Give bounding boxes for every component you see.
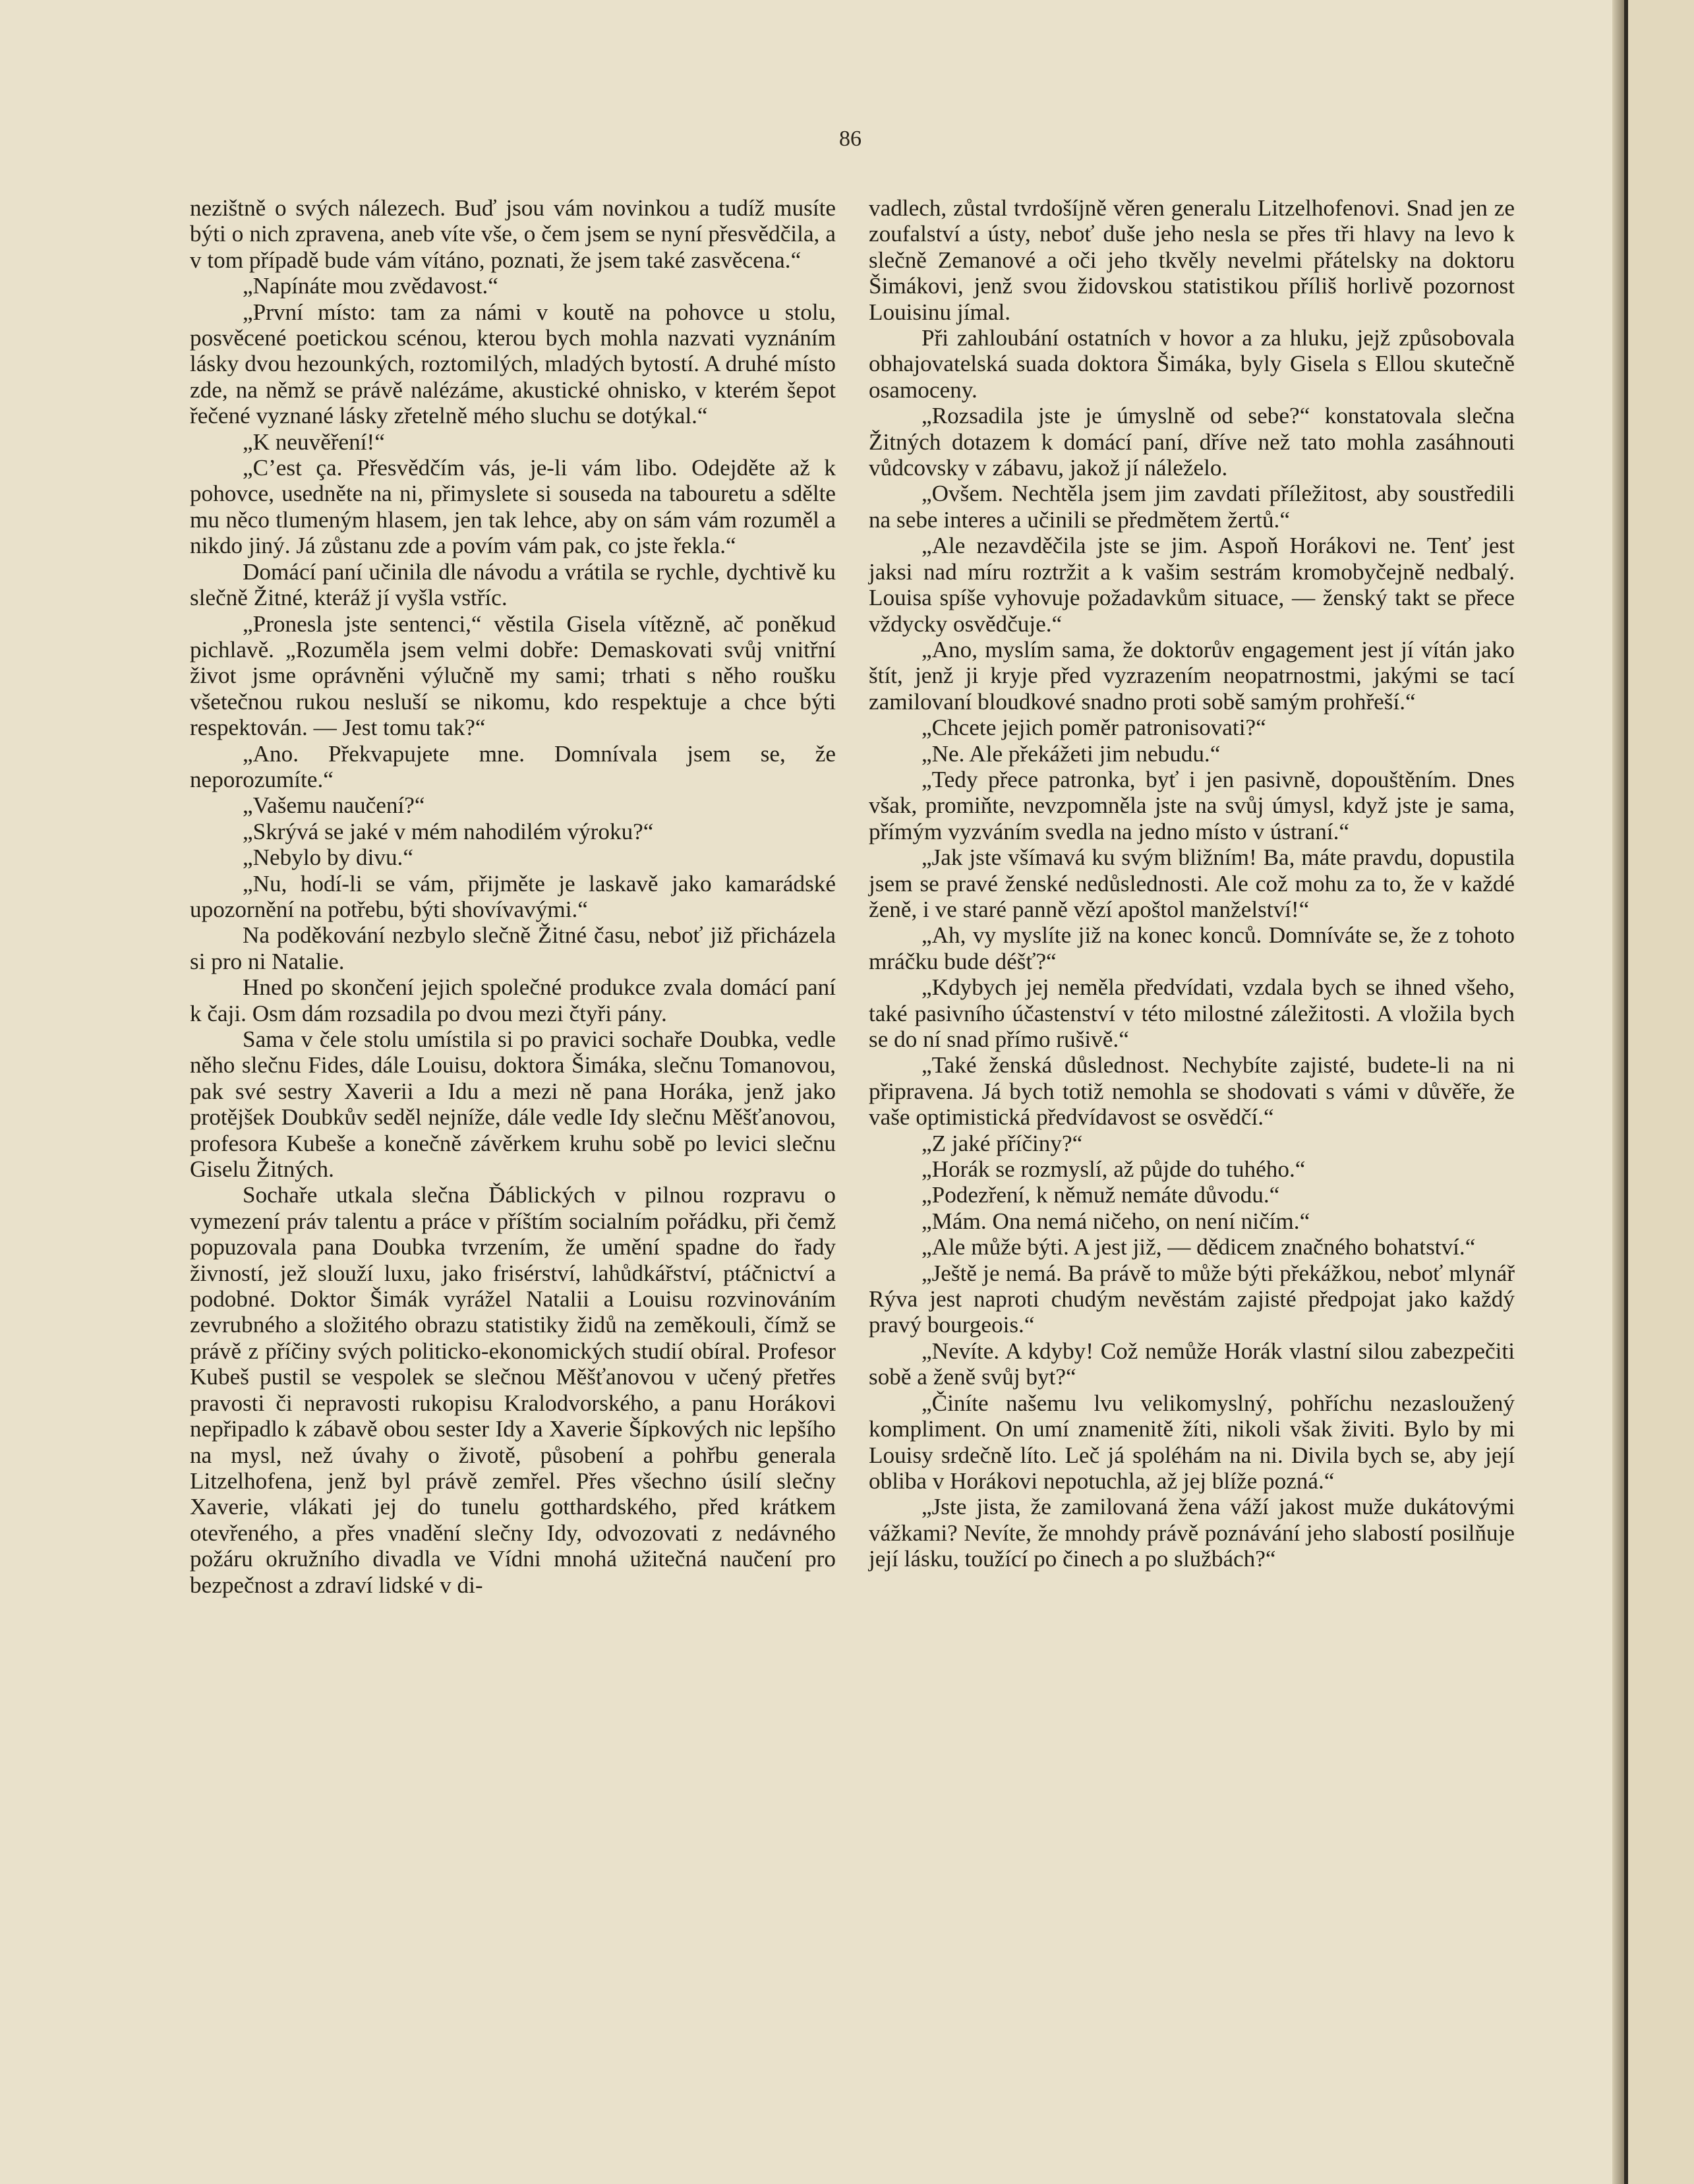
- paragraph: „Mám. Ona nemá ničeho, on není ničím.“: [921, 1208, 1310, 1234]
- paragraph: Sama v čele stolu umístila si po pravici sochaře Doubka, vedle něho slečnu Fides, dále Louisu, doktora Šimáka, slečnu Tomanovou, pak své sestry Xaverii a Idu a mezi ně pana Horáka, jenž jako protějšek Doubkův seděl nejníže, dále vedle Idy slečnu Měšťanovou, profesora Kubeše a konečně závěrkem kruhu sobě po levici slečnu Giselu Žitných.: [190, 1026, 836, 1183]
- paragraph: „Z jaké příčiny?“: [921, 1130, 1083, 1156]
- paragraph: Na poděkování nezbylo slečně Žitné času, neboť již přicházela si pro ni Natalie.: [190, 922, 836, 974]
- paragraph: „Chcete jejich poměr patronisovati?“: [921, 715, 1266, 741]
- paragraph: „Ano, myslím sama, že doktorův engagement jest jí vítán jako štít, jenž ji kryje před vyzrazením neopatrnostmi, jakými se tací zamilovaní bloudkové snadno proti sobě samým prohřeší.“: [869, 636, 1515, 715]
- page-edge-shadow: [1612, 0, 1624, 2184]
- paragraph: „Ne. Ale překážeti jim nebudu.“: [921, 740, 1221, 767]
- paragraph: Hned po skončení jejich společné produkce zvala domácí paní k čaji. Osm dám rozsadila po dvou mezi čtyři pány.: [190, 974, 836, 1026]
- paragraph: „Ale nezavděčila jste se jim. Aspoň Horákovi ne. Tenť jest jaksi nad míru roztržit a k vašim sestrám kromobyčejně nedbalý. Louisa spíše vyhovuje požadavkům situace, — ženský takt se přece vždycky osvědčuje.“: [869, 533, 1515, 637]
- paragraph: „Skrývá se jaké v mém nahodilém výroku?“: [243, 818, 654, 844]
- paragraph: „Činíte našemu lvu velikomyslný, pohříchu nezasloužený kompliment. On umí znamenitě žíti, nikoli však živiti. Bylo by mi Louisy srdečně líto. Leč já spoléhám na ni. Divila bych se, aby její obliba v Horákovi nepotuchla, až jej blíže pozná.“: [869, 1390, 1515, 1494]
- paragraph: „Ano. Překvapujete mne. Domnívala jsem se, že neporozumíte.“: [190, 740, 836, 792]
- paragraph: „Podezření, k němuž nemáte důvodu.“: [921, 1182, 1280, 1208]
- paragraph: „Rozsadila jste je úmyslně od sebe?“ konstatovala slečna Žitných dotazem k domácí paní, dříve než tato mohla zasáhnouti vůdcovsky v zábavu, jakož jí náleželo.: [869, 403, 1515, 481]
- paragraph: „První místo: tam za námi v koutě na pohovce u stolu, posvěcené poetickou scénou, kterou bych mohla nazvati vyznáním lásky dvou hezounkých, roztomilých, mladých bytostí. A druhé místo zde, na němž se právě nalézáme, akustické ohnisko, v kterém šepot řečené vyznané lásky zřetelně mého sluchu se dotýkal.“: [190, 299, 836, 429]
- paragraph: „Nu, hodí-li se vám, přijměte je laskavě jako kamarádské upozornění na potřebu, býti shovívavými.“: [190, 870, 836, 922]
- paragraph: „Tedy přece patronka, byť i jen pasivně, dopouštěním. Dnes však, promiňte, nevzpomněla jste na svůj úmysl, když jste je sama, přímým vyzváním svedla na jedno místo v ústraní.“: [869, 766, 1515, 844]
- paragraph: „Pronesla jste sentenci,“ věstila Gisela vítězně, ač poněkud pichlavě. „Rozuměla jsem velmi dobře: Demaskovati svůj vnitřní život jsme oprávněni výlučně my sami; trhati s něho roušku všetečnou rukou nesluší se nikomu, kdo respektuje a chce býti respektován. — Jest tomu tak?“: [190, 610, 836, 741]
- paragraph: „Vašemu naučení?“: [243, 792, 425, 819]
- page-number: 86: [839, 127, 862, 151]
- paragraph: „Ještě je nemá. Ba právě to může býti překážkou, neboť mlynář Rýva jest naproti chudým nevěstám zajisté předpojat jako každý pravý bourgeois.“: [869, 1260, 1515, 1338]
- paragraph: Sochaře utkala slečna Ďáblických v pilnou rozpravu o vymezení práv talentu a práce v příštím socialním pořádku, při čemž popuzovala pana Doubka tvrzením, že umění spadne do řady živností, jež slouží luxu, jako frisérství, lahůdkářství, ptáčnictví a podobné. Doktor Šimák vyrážel Natalii a Louisu rozvinováním zevrubného a složitého obrazu statistiky židů na zeměkouli, čímž se právě z příčiny svých politicko-ekonomických studií obíral. Profesor Kubeš pustil se vespolek se slečnou Měšťanovou v učený přetřes pravosti či nepravosti rukopisu Kralodvorského, a panu Horákovi nepřipadlo k zábavě obou sester Idy a Xaverie Šípkových nic lepšího na mysl, než úvahy o životě, působení a pohřbu generala Litzelhofena, jenž byl právě zemřel. Přes všechno úsilí slečny Xaverie, vlákati jej do tunelu gotthardského, před krátkem otevřeného, a přes vnadění slečny Idy, odvozovati z nedávného požáru okružního divadla ve Vídni mnohá užitečná naučení pro bezpečnost a zdraví lidské v di-: [190, 1182, 836, 1598]
- paragraph: Domácí paní učinila dle návodu a vrátila se rychle, dychtivě ku slečně Žitné, kteráž jí vyšla vstříc.: [190, 558, 836, 611]
- adjacent-page-edge: [1628, 0, 1694, 2184]
- paragraph: „Kdybych jej neměla předvídati, vzdala bych se ihned všeho, také pasivního účastenství v této milostné záležitosti. A vložila bych se do ní snad přímo rušivě.“: [869, 974, 1515, 1052]
- paragraph: Při zahloubání ostatních v hovor a za hluku, jejž způsobovala obhajovatelská suada doktora Šimáka, byly Gisela s Ellou skutečně osamoceny.: [869, 325, 1515, 403]
- paragraph: „Napínáte mou zvědavost.“: [243, 273, 498, 299]
- paragraph: „Nebylo by divu.“: [243, 844, 413, 871]
- paragraph: „K neuvěření!“: [243, 428, 385, 455]
- right-text-column: [869, 195, 1515, 1572]
- paragraph: „Jste jista, že zamilovaná žena váží jakost muže dukátovými vážkami? Nevíte, že mnohdy právě poznávání jeho slabostí posilňuje její lásku, toužící po činech a po službách?“: [869, 1494, 1515, 1572]
- paragraph: nezištně o svých nálezech. Buď jsou vám novinkou a tudíž musíte býti o nich zpravena, aneb víte vše, o čem jsem se nyní přesvědčila, a v tom případě bude vám vítáno, poznati, že jsem také zasvěcena.“: [190, 195, 836, 273]
- paragraph: „Horák se rozmyslí, až půjde do tuhého.“: [921, 1156, 1306, 1183]
- paragraph: „Ovšem. Nechtěla jsem jim zavdati příležitost, aby soustředili na sebe interes a učinili se předmětem žertů.“: [869, 481, 1515, 533]
- paragraph: „Jak jste všímavá ku svým bližním! Ba, máte pravdu, dopustila jsem se pravé ženské nedůslednosti. Ale což mohu za to, že v každé ženě, i ve staré panně vězí apoštol manželství!“: [869, 844, 1515, 922]
- paragraph: „Ah, vy myslíte již na konec konců. Domníváte se, že z tohoto mráčku bude déšť?“: [869, 922, 1515, 974]
- paragraph: „Ale může býti. A jest již, — dědicem značného bohatství.“: [921, 1234, 1476, 1260]
- paragraph: „Také ženská důslednost. Nechybíte zajisté, budete-li na ni připravena. Já bych totiž nemohla se shodovati s vámi v důvěře, že vaše optimistická předvídavost se osvědčí.“: [869, 1052, 1515, 1131]
- paragraph: „Nevíte. A kdyby! Což nemůže Horák vlastní silou zabezpečiti sobě a ženě svůj byt?“: [869, 1338, 1515, 1390]
- paragraph: „C’est ça. Přesvědčím vás, je-li vám libo. Odejděte až k pohovce, usedněte na ni, přimyslete si souseda na tabouretu a sdělte mu něco tlumeným hlasem, jen tak lehce, aby on sám vám rozuměl a nikdo jiný. Já zůstanu zde a povím vám pak, co jste řekla.“: [190, 455, 836, 559]
- paragraph: vadlech, zůstal tvrdošíjně věren generalu Litzelhofenovi. Snad jen ze zoufalství a ústy, neboť duše jeho nesla se přes tři hlavy na levo k slečně Zemanové a oči jeho tkvěly nevelmi přátelsky na doktoru Šimákovi, jenž svou židovskou statistikou příliš horlivě pozornost Louisinu jímal.: [869, 195, 1515, 325]
- left-text-column: [190, 195, 836, 1598]
